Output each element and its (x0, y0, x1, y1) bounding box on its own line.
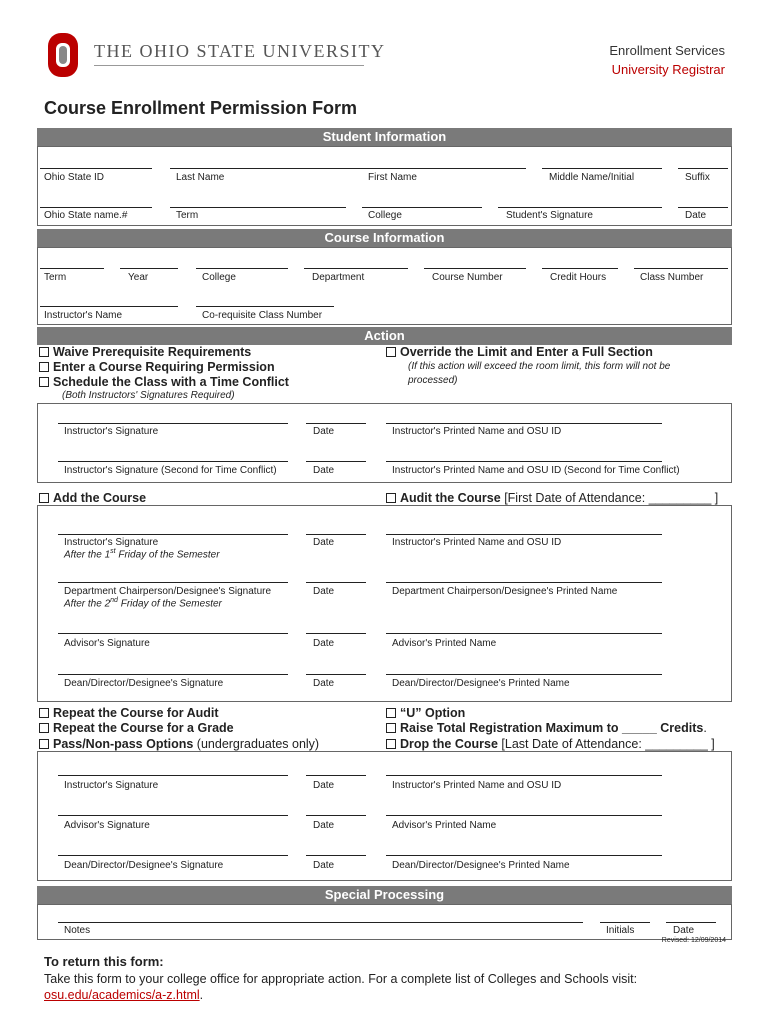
add-chair-timing: After the 2nd Friday of the Semester (64, 597, 222, 610)
last-name-label: Last Name (176, 172, 225, 183)
checkbox-icon[interactable] (386, 723, 396, 733)
page-title: Course Enrollment Permission Form (44, 98, 358, 118)
notes-label: Notes (64, 925, 91, 936)
action-instructor-sig-label: Instructor's Signature (64, 426, 159, 437)
override-limit-option[interactable]: Override the Limit and Enter a Full Section (386, 345, 653, 359)
special-date-label: Date (673, 925, 695, 936)
raise-max-option[interactable]: Raise Total Registration Maximum to _____ Credits. (386, 721, 707, 735)
osu-name-number-label: Ohio State name.# (44, 210, 128, 221)
checkbox-icon[interactable] (386, 347, 396, 357)
action-second-printed-label: Instructor's Printed Name and OSU ID (Second for Time Conflict) (392, 465, 680, 476)
repeat-dean-printed-label: Dean/Director/Designee's Printed Name (392, 860, 570, 871)
course-info-heading: Course Information (37, 229, 732, 247)
university-name: THE OHIO STATE UNIVERSITY (94, 41, 386, 61)
repeat-grade-option[interactable]: Repeat the Course for a Grade (39, 721, 234, 735)
return-footer-line: osu.edu/academics/a-z.html. (44, 988, 204, 1002)
checkbox-icon[interactable] (39, 708, 49, 718)
repeat-date-label-1: Date (313, 780, 335, 791)
add-instructor-timing: After the 1st Friday of the Semester (64, 548, 220, 561)
waive-prereq-option[interactable]: Waive Prerequisite Requirements (39, 345, 251, 359)
student-info-heading: Student Information (37, 128, 732, 146)
action-heading: Action (37, 327, 732, 345)
suffix-label: Suffix (685, 172, 710, 183)
checkbox-icon[interactable] (39, 347, 49, 357)
checkbox-icon[interactable] (39, 377, 49, 387)
action-second-sig-label: Instructor's Signature (Second for Time Conflict) (64, 465, 277, 476)
drop-course-option[interactable]: Drop the Course [Last Date of Attendance: _________ ] (386, 737, 715, 751)
college-label: College (368, 210, 402, 221)
course-info-box (37, 247, 732, 325)
course-year-label: Year (128, 272, 149, 283)
repeat-instructor-sig-label: Instructor's Signature (64, 780, 159, 791)
add-date-label-2: Date (313, 586, 335, 597)
repeat-advisor-printed-label: Advisor's Printed Name (392, 820, 497, 831)
checkbox-icon[interactable] (39, 723, 49, 733)
student-date-label: Date (685, 210, 707, 221)
course-term-label: Term (44, 272, 67, 283)
course-department-label: Department (312, 272, 365, 283)
initials-label: Initials (606, 925, 635, 936)
term-label: Term (176, 210, 199, 221)
add-advisor-printed-label: Advisor's Printed Name (392, 638, 497, 649)
repeat-advisor-sig-label: Advisor's Signature (64, 820, 150, 831)
add-chair-sig-label: Department Chairperson/Designee's Signature (64, 586, 272, 597)
checkbox-icon[interactable] (386, 739, 396, 749)
checkbox-icon[interactable] (39, 362, 49, 372)
checkbox-icon[interactable] (386, 493, 396, 503)
action-second-date-label: Date (313, 465, 335, 476)
class-number-label: Class Number (640, 272, 704, 283)
add-advisor-sig-label: Advisor's Signature (64, 638, 150, 649)
osu-logo (47, 32, 79, 78)
repeat-audit-option[interactable]: Repeat the Course for Audit (39, 706, 219, 720)
corequisite-label: Co-requisite Class Number (202, 310, 323, 321)
repeat-date-label-3: Date (313, 860, 335, 871)
checkbox-icon[interactable] (39, 739, 49, 749)
instructor-name-label: Instructor's Name (44, 310, 123, 321)
add-date-label-1: Date (313, 537, 335, 548)
add-chair-printed-label: Department Chairperson/Designee's Printed Name (392, 586, 618, 597)
dept-registrar: University Registrar (611, 62, 725, 77)
add-instructor-printed-label: Instructor's Printed Name and OSU ID (392, 537, 562, 548)
checkbox-icon[interactable] (39, 493, 49, 503)
return-heading: To return this form: (44, 954, 164, 969)
student-signature-label: Student's Signature (506, 210, 593, 221)
ohio-state-id-label: Ohio State ID (44, 172, 105, 183)
both-signatures-note: (Both Instructors' Signatures Required) (62, 390, 235, 401)
revised-date: Revised: 12/09/2014 (661, 937, 726, 944)
course-college-label: College (202, 272, 236, 283)
add-instructor-sig-label: Instructor's Signature (64, 537, 159, 548)
special-processing-heading: Special Processing (37, 886, 732, 904)
action-date-label: Date (313, 426, 335, 437)
add-date-label-3: Date (313, 638, 335, 649)
credit-hours-label: Credit Hours (550, 272, 607, 283)
audit-course-option[interactable]: Audit the Course [First Date of Attendance: _________ ] (386, 491, 718, 505)
u-option[interactable]: “U” Option (386, 706, 465, 720)
action-instructor-printed-label: Instructor's Printed Name and OSU ID (392, 426, 562, 437)
repeat-date-label-2: Date (313, 820, 335, 831)
schedule-conflict-option[interactable]: Schedule the Class with a Time Conflict (39, 375, 289, 389)
return-instructions: Take this form to your college office for appropriate action. For a complete list of Colleges and Schools visit: (44, 972, 638, 986)
middle-name-label: Middle Name/Initial (549, 172, 635, 183)
colleges-link[interactable]: osu.edu/academics/a-z.html (44, 988, 200, 1002)
first-name-label: First Name (368, 172, 417, 183)
enter-permission-option[interactable]: Enter a Course Requiring Permission (39, 360, 275, 374)
dept-enrollment: Enrollment Services (609, 43, 725, 58)
add-dean-printed-label: Dean/Director/Designee's Printed Name (392, 678, 570, 689)
add-dean-sig-label: Dean/Director/Designee's Signature (64, 678, 224, 689)
pass-nonpass-option[interactable]: Pass/Non-pass Options (undergraduates only) (39, 737, 319, 751)
add-course-option[interactable]: Add the Course (39, 491, 146, 505)
add-date-label-4: Date (313, 678, 335, 689)
repeat-instructor-printed-label: Instructor's Printed Name and OSU ID (392, 780, 562, 791)
university-underline (94, 65, 364, 66)
override-note: (If this action will exceed the room limit, this form will not be processed) (408, 361, 671, 386)
repeat-dean-sig-label: Dean/Director/Designee's Signature (64, 860, 224, 871)
checkbox-icon[interactable] (386, 708, 396, 718)
course-number-label: Course Number (432, 272, 503, 283)
